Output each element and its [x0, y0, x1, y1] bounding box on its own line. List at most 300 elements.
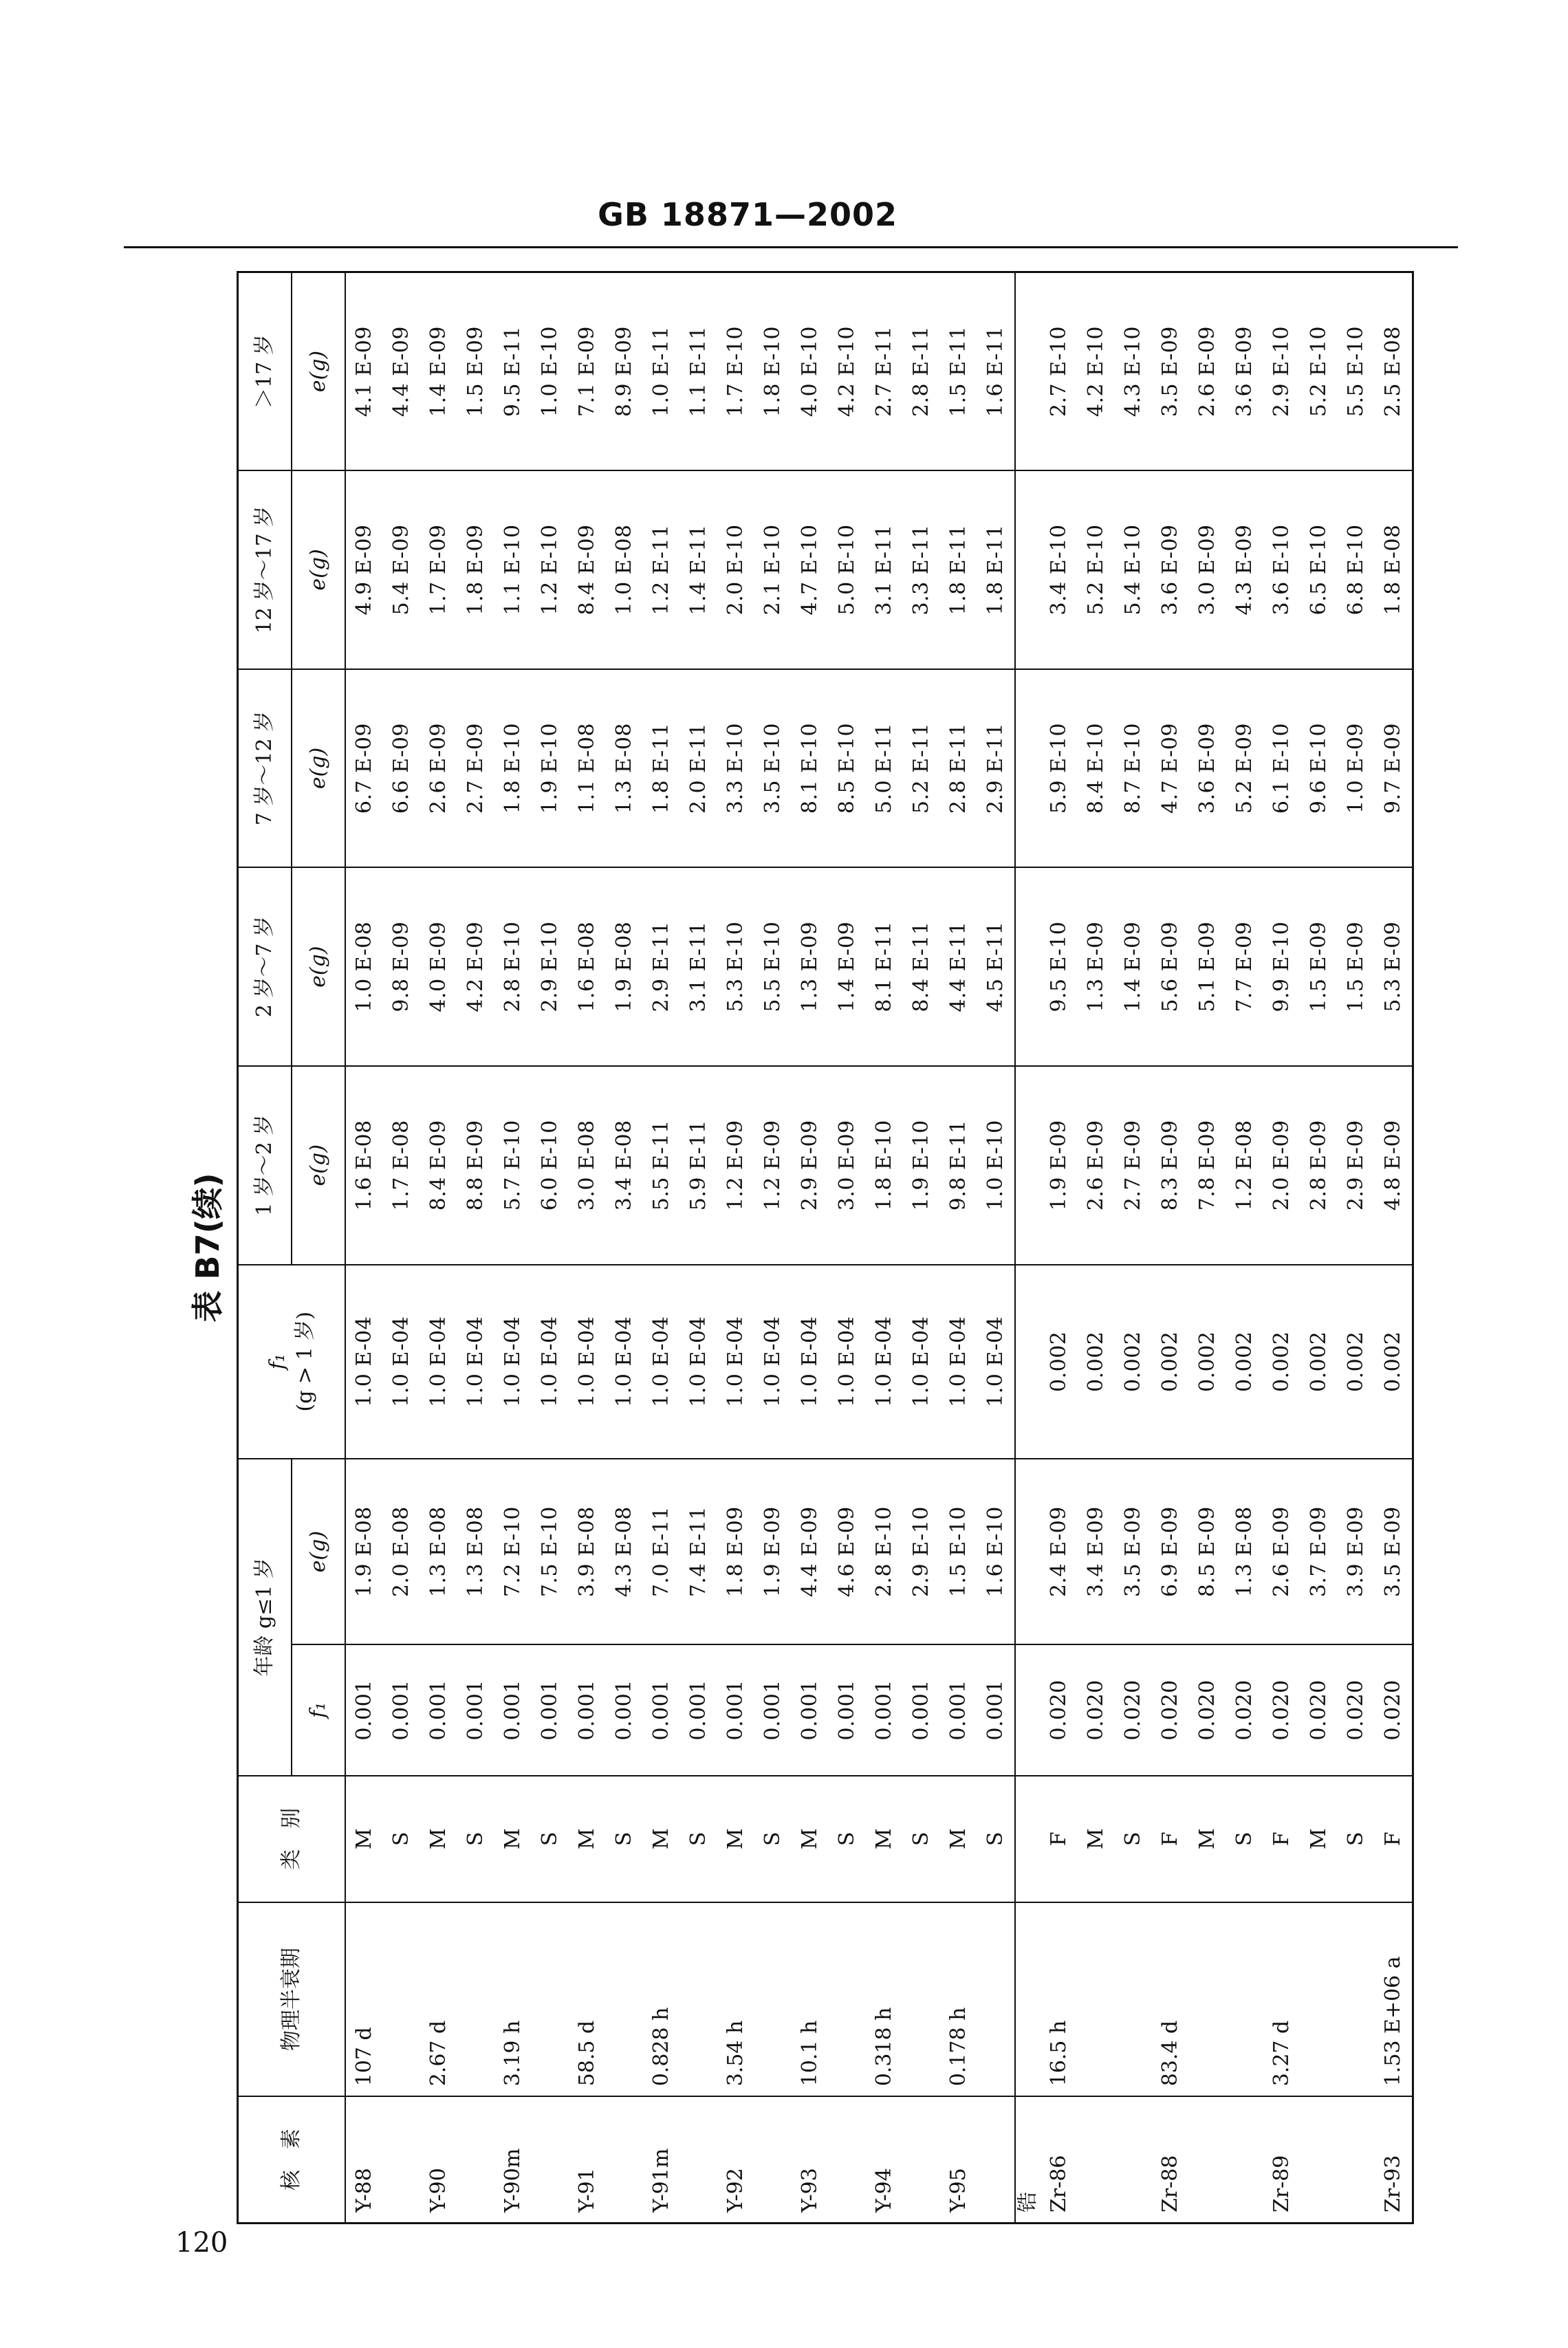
f1-le1-cell: 0.001 [866, 1644, 903, 1775]
header-half-life: 物理半衰期 [238, 1902, 346, 2096]
e-gt17-cell: 4.0 E-10 [792, 272, 829, 471]
e-gt17-cell: 7.1 E-09 [569, 272, 606, 471]
class-cell: F [1263, 1776, 1300, 1902]
class-cell: S [829, 1776, 866, 1902]
table-row [866, 272, 903, 2224]
f1-le1-cell: 0.020 [1189, 1644, 1226, 1775]
class-cell: S [606, 1776, 643, 1902]
f1-le1-cell: 0.001 [792, 1644, 829, 1775]
class-cell: S [903, 1776, 940, 1902]
f1-gt1-cell: 1.0 E-04 [494, 1265, 532, 1459]
table-row [717, 272, 754, 2224]
e-1-2-cell: 5.9 E-11 [680, 1066, 717, 1265]
e-12-17-cell: 5.0 E-10 [829, 470, 866, 669]
e-2-7-cell: 4.0 E-09 [420, 867, 457, 1066]
class-cell: M [569, 1776, 606, 1902]
nuclide-cell: Y-92 [717, 2096, 754, 2223]
e-2-7-cell: 8.1 E-11 [866, 867, 903, 1066]
e-7-12-cell: 1.1 E-08 [569, 669, 606, 868]
class-cell: M [345, 1776, 383, 1902]
nuclide-cell [532, 2096, 569, 2223]
f1-gt1-cell: 0.002 [1115, 1265, 1152, 1459]
e-12-17-cell: 1.4 E-11 [680, 470, 717, 669]
e-1-2-cell: 1.2 E-09 [717, 1066, 754, 1265]
table-row [903, 272, 940, 2224]
half-life-cell [1338, 1902, 1375, 2096]
half-life-cell [606, 1902, 643, 2096]
empty-cell [1015, 1902, 1041, 2096]
f1-le1-cell: 0.020 [1338, 1644, 1375, 1775]
half-life-cell: 16.5 h [1041, 1902, 1078, 2096]
nuclide-cell: Y-90m [494, 2096, 532, 2223]
nuclide-cell [1115, 2096, 1152, 2223]
table-row [532, 272, 569, 2224]
half-life-cell [1226, 1902, 1263, 2096]
e-gt17-cell: 1.7 E-10 [717, 272, 754, 471]
table-row [1263, 272, 1300, 2224]
e-2-7-cell: 5.1 E-09 [1189, 867, 1226, 1066]
f1-gt1-cell: 1.0 E-04 [606, 1265, 643, 1459]
e-7-12-cell: 5.2 E-09 [1226, 669, 1263, 868]
half-life-cell [1189, 1902, 1226, 2096]
class-cell: M [420, 1776, 457, 1902]
e-2-7-cell: 4.2 E-09 [457, 867, 494, 1066]
f1-gt1-cell: 1.0 E-04 [532, 1265, 569, 1459]
e-le1-cell: 1.6 E-10 [977, 1459, 1015, 1644]
half-life-cell: 3.19 h [494, 1902, 532, 2096]
e-gt17-cell: 1.4 E-09 [420, 272, 457, 471]
e-12-17-cell: 1.8 E-11 [940, 470, 977, 669]
e-7-12-cell: 8.1 E-10 [792, 669, 829, 868]
class-cell: M [1300, 1776, 1338, 1902]
class-cell: F [1152, 1776, 1189, 1902]
table-row [643, 272, 680, 2224]
header-age-1-2: 1 岁～2 岁 [238, 1066, 292, 1265]
half-life-cell [829, 1902, 866, 2096]
nuclide-cell: Zr-93 [1375, 2096, 1413, 2223]
e-12-17-cell: 3.4 E-10 [1041, 470, 1078, 669]
half-life-cell: 3.27 d [1263, 1902, 1300, 2096]
e-1-2-cell: 1.2 E-09 [754, 1066, 792, 1265]
f1-le1-cell: 0.001 [457, 1644, 494, 1775]
f1-gt1-cell: 1.0 E-04 [903, 1265, 940, 1459]
empty-cell [1015, 1265, 1041, 1459]
table-row [457, 272, 494, 2224]
e-gt17-cell: 1.5 E-11 [940, 272, 977, 471]
e-gt17-cell: 2.8 E-11 [903, 272, 940, 471]
e-7-12-cell: 6.1 E-10 [1263, 669, 1300, 868]
half-life-cell [754, 1902, 792, 2096]
nuclide-cell [829, 2096, 866, 2223]
e-gt17-cell: 2.7 E-11 [866, 272, 903, 471]
header-class: 类 别 [238, 1776, 346, 1902]
f1-le1-cell: 0.001 [383, 1644, 420, 1775]
header-f1-gt1-symbol: f₁ [265, 1354, 290, 1370]
e-12-17-cell: 1.8 E-08 [1375, 470, 1413, 669]
header-age-12-17: 12 岁～17 岁 [238, 470, 292, 669]
e-7-12-cell: 1.0 E-09 [1338, 669, 1375, 868]
e-le1-cell: 2.8 E-10 [866, 1459, 903, 1644]
e-1-2-cell: 5.5 E-11 [643, 1066, 680, 1265]
e-2-7-cell: 5.6 E-09 [1152, 867, 1189, 1066]
class-cell: S [680, 1776, 717, 1902]
e-2-7-cell: 3.1 E-11 [680, 867, 717, 1066]
table-row [1152, 272, 1189, 2224]
e-7-12-cell: 8.4 E-10 [1078, 669, 1115, 868]
nuclide-cell: Zr-88 [1152, 2096, 1189, 2223]
f1-le1-cell: 0.020 [1300, 1644, 1338, 1775]
class-cell: M [866, 1776, 903, 1902]
element-label: 锆 [1015, 2096, 1041, 2223]
nuclide-cell: Zr-89 [1263, 2096, 1300, 2223]
e-2-7-cell: 1.3 E-09 [792, 867, 829, 1066]
e-gt17-cell: 3.6 E-09 [1226, 272, 1263, 471]
nuclide-cell: Y-93 [792, 2096, 829, 2223]
header-rule [124, 246, 1458, 248]
e-le1-cell: 8.5 E-09 [1189, 1459, 1226, 1644]
class-cell: F [1375, 1776, 1413, 1902]
header-e-1-2: e(g) [292, 1066, 345, 1265]
class-cell: M [1189, 1776, 1226, 1902]
table-row [420, 272, 457, 2224]
class-cell: F [1041, 1776, 1078, 1902]
class-cell: M [1078, 1776, 1115, 1902]
e-2-7-cell: 9.8 E-09 [383, 867, 420, 1066]
class-cell: S [1226, 1776, 1263, 1902]
e-7-12-cell: 6.6 E-09 [383, 669, 420, 868]
nuclide-cell: Y-90 [420, 2096, 457, 2223]
e-2-7-cell: 2.9 E-11 [643, 867, 680, 1066]
f1-gt1-cell: 1.0 E-04 [383, 1265, 420, 1459]
nuclide-cell: Y-95 [940, 2096, 977, 2223]
empty-cell [1015, 1459, 1041, 1644]
nuclide-cell [1226, 2096, 1263, 2223]
e-le1-cell: 3.5 E-09 [1375, 1459, 1413, 1644]
e-12-17-cell: 1.7 E-09 [420, 470, 457, 669]
nuclide-cell [383, 2096, 420, 2223]
f1-gt1-cell: 1.0 E-04 [829, 1265, 866, 1459]
e-le1-cell: 7.0 E-11 [643, 1459, 680, 1644]
e-12-17-cell: 5.4 E-10 [1115, 470, 1152, 669]
e-le1-cell: 3.9 E-08 [569, 1459, 606, 1644]
e-7-12-cell: 3.6 E-09 [1189, 669, 1226, 868]
e-1-2-cell: 6.0 E-10 [532, 1066, 569, 1265]
e-12-17-cell: 3.3 E-11 [903, 470, 940, 669]
e-2-7-cell: 5.3 E-09 [1375, 867, 1413, 1066]
e-1-2-cell: 9.8 E-11 [940, 1066, 977, 1265]
f1-gt1-cell: 0.002 [1375, 1265, 1413, 1459]
f1-gt1-cell: 0.002 [1226, 1265, 1263, 1459]
e-1-2-cell: 1.2 E-08 [1226, 1066, 1263, 1265]
e-le1-cell: 1.3 E-08 [457, 1459, 494, 1644]
f1-le1-cell: 0.001 [494, 1644, 532, 1775]
table-row [754, 272, 792, 2224]
empty-cell [1015, 1776, 1041, 1902]
e-gt17-cell: 1.5 E-09 [457, 272, 494, 471]
table-row [1338, 272, 1375, 2224]
table-row [1226, 272, 1263, 2224]
e-12-17-cell: 3.1 E-11 [866, 470, 903, 669]
f1-le1-cell: 0.020 [1375, 1644, 1413, 1775]
e-2-7-cell: 4.4 E-11 [940, 867, 977, 1066]
standard-code-header: GB 18871—2002 [598, 196, 897, 233]
e-1-2-cell: 1.9 E-10 [903, 1066, 940, 1265]
e-2-7-cell: 8.4 E-11 [903, 867, 940, 1066]
nuclide-cell [457, 2096, 494, 2223]
e-12-17-cell: 5.2 E-10 [1078, 470, 1115, 669]
e-1-2-cell: 1.6 E-08 [345, 1066, 383, 1265]
f1-gt1-cell: 1.0 E-04 [345, 1265, 383, 1459]
e-12-17-cell: 1.2 E-11 [643, 470, 680, 669]
e-1-2-cell: 2.7 E-09 [1115, 1066, 1152, 1265]
header-age-gt17: ＞17 岁 [238, 272, 292, 471]
header-e-gt17: e(g) [292, 272, 345, 471]
f1-le1-cell: 0.001 [829, 1644, 866, 1775]
header-age-le1: 年龄 g≤1 岁 [238, 1459, 292, 1776]
e-gt17-cell: 2.7 E-10 [1041, 272, 1078, 471]
f1-gt1-cell: 1.0 E-04 [866, 1265, 903, 1459]
e-12-17-cell: 1.2 E-10 [532, 470, 569, 669]
e-2-7-cell: 1.0 E-08 [345, 867, 383, 1066]
e-gt17-cell: 4.2 E-10 [829, 272, 866, 471]
e-1-2-cell: 2.9 E-09 [792, 1066, 829, 1265]
e-le1-cell: 7.4 E-11 [680, 1459, 717, 1644]
half-life-cell: 83.4 d [1152, 1902, 1189, 2096]
e-1-2-cell: 8.8 E-09 [457, 1066, 494, 1265]
e-2-7-cell: 5.5 E-10 [754, 867, 792, 1066]
e-12-17-cell: 4.3 E-09 [1226, 470, 1263, 669]
half-life-cell [977, 1902, 1015, 2096]
class-cell: M [643, 1776, 680, 1902]
e-gt17-cell: 1.6 E-11 [977, 272, 1015, 471]
e-1-2-cell: 1.7 E-08 [383, 1066, 420, 1265]
e-gt17-cell: 1.0 E-11 [643, 272, 680, 471]
f1-le1-cell: 0.001 [977, 1644, 1015, 1775]
class-cell: S [1115, 1776, 1152, 1902]
f1-le1-cell: 0.020 [1263, 1644, 1300, 1775]
f1-le1-cell: 0.020 [1041, 1644, 1078, 1775]
e-1-2-cell: 8.3 E-09 [1152, 1066, 1189, 1265]
e-le1-cell: 2.4 E-09 [1041, 1459, 1078, 1644]
e-le1-cell: 1.9 E-09 [754, 1459, 792, 1644]
e-1-2-cell: 2.9 E-09 [1338, 1066, 1375, 1265]
f1-le1-cell: 0.001 [680, 1644, 717, 1775]
e-1-2-cell: 5.7 E-10 [494, 1066, 532, 1265]
e-7-12-cell: 8.5 E-10 [829, 669, 866, 868]
e-7-12-cell: 2.6 E-09 [420, 669, 457, 868]
f1-gt1-cell: 1.0 E-04 [680, 1265, 717, 1459]
e-le1-cell: 2.0 E-08 [383, 1459, 420, 1644]
f1-le1-cell: 0.020 [1226, 1644, 1263, 1775]
rotated-table-region [186, 271, 1424, 2224]
e-2-7-cell: 2.8 E-10 [494, 867, 532, 1066]
header-e-7-12: e(g) [292, 669, 345, 868]
f1-le1-cell: 0.020 [1078, 1644, 1115, 1775]
table-row [569, 272, 606, 2224]
class-cell: M [940, 1776, 977, 1902]
e-1-2-cell: 3.4 E-08 [606, 1066, 643, 1265]
f1-gt1-cell: 1.0 E-04 [754, 1265, 792, 1459]
e-2-7-cell: 1.5 E-09 [1338, 867, 1375, 1066]
nuclide-cell [1300, 2096, 1338, 2223]
empty-cell [1015, 470, 1041, 669]
header-age-7-12: 7 岁～12 岁 [238, 669, 292, 868]
half-life-cell [1300, 1902, 1338, 2096]
e-7-12-cell: 1.9 E-10 [532, 669, 569, 868]
e-1-2-cell: 3.0 E-09 [829, 1066, 866, 1265]
e-12-17-cell: 8.4 E-09 [569, 470, 606, 669]
header-e-2-7: e(g) [292, 867, 345, 1066]
e-12-17-cell: 1.0 E-08 [606, 470, 643, 669]
nuclide-cell [1078, 2096, 1115, 2223]
header-f1-gt1-note: (g > 1 岁) [293, 1312, 317, 1412]
e-7-12-cell: 1.8 E-10 [494, 669, 532, 868]
e-7-12-cell: 9.7 E-09 [1375, 669, 1413, 868]
table-row [383, 272, 420, 2224]
e-gt17-cell: 4.4 E-09 [383, 272, 420, 471]
half-life-cell [1115, 1902, 1152, 2096]
e-gt17-cell: 4.3 E-10 [1115, 272, 1152, 471]
f1-le1-cell: 0.001 [754, 1644, 792, 1775]
e-1-2-cell: 1.0 E-10 [977, 1066, 1015, 1265]
nuclide-cell [977, 2096, 1015, 2223]
half-life-cell [1078, 1902, 1115, 2096]
e-12-17-cell: 3.6 E-10 [1263, 470, 1300, 669]
e-2-7-cell: 4.5 E-11 [977, 867, 1015, 1066]
e-gt17-cell: 1.0 E-10 [532, 272, 569, 471]
nuclide-cell [754, 2096, 792, 2223]
e-2-7-cell: 1.9 E-08 [606, 867, 643, 1066]
f1-gt1-cell: 1.0 E-04 [457, 1265, 494, 1459]
e-1-2-cell: 2.8 E-09 [1300, 1066, 1338, 1265]
half-life-cell [383, 1902, 420, 2096]
f1-gt1-cell: 0.002 [1152, 1265, 1189, 1459]
header-e-le1: e(g) [292, 1459, 345, 1644]
e-le1-cell: 3.9 E-09 [1338, 1459, 1375, 1644]
e-1-2-cell: 1.8 E-10 [866, 1066, 903, 1265]
header-f1-le1: f₁ [292, 1644, 345, 1775]
half-life-cell [680, 1902, 717, 2096]
class-cell: M [494, 1776, 532, 1902]
class-cell: S [1338, 1776, 1375, 1902]
f1-le1-cell: 0.001 [643, 1644, 680, 1775]
f1-le1-cell: 0.020 [1115, 1644, 1152, 1775]
empty-cell [1015, 1644, 1041, 1775]
e-7-12-cell: 3.5 E-10 [754, 669, 792, 868]
header-age-2-7: 2 岁～7 岁 [238, 867, 292, 1066]
e-7-12-cell: 8.7 E-10 [1115, 669, 1152, 868]
e-7-12-cell: 5.2 E-11 [903, 669, 940, 868]
class-cell: M [792, 1776, 829, 1902]
f1-gt1-cell: 1.0 E-04 [420, 1265, 457, 1459]
e-gt17-cell: 2.5 E-08 [1375, 272, 1413, 471]
f1-gt1-cell: 1.0 E-04 [569, 1265, 606, 1459]
e-gt17-cell: 5.5 E-10 [1338, 272, 1375, 471]
e-2-7-cell: 2.9 E-10 [532, 867, 569, 1066]
e-2-7-cell: 9.5 E-10 [1041, 867, 1078, 1066]
nuclide-cell: Zr-86 [1041, 2096, 1078, 2223]
e-12-17-cell: 4.7 E-10 [792, 470, 829, 669]
e-le1-cell: 2.6 E-09 [1263, 1459, 1300, 1644]
e-12-17-cell: 3.6 E-09 [1152, 470, 1189, 669]
e-le1-cell: 4.6 E-09 [829, 1459, 866, 1644]
e-7-12-cell: 5.9 E-10 [1041, 669, 1078, 868]
e-1-2-cell: 4.8 E-09 [1375, 1066, 1413, 1265]
f1-gt1-cell: 1.0 E-04 [717, 1265, 754, 1459]
empty-cell [1015, 272, 1041, 471]
class-cell: S [532, 1776, 569, 1902]
f1-gt1-cell: 0.002 [1338, 1265, 1375, 1459]
table-row [345, 272, 383, 2224]
dose-coefficient-table [237, 271, 1414, 2224]
e-12-17-cell: 2.1 E-10 [754, 470, 792, 669]
table-row [680, 272, 717, 2224]
half-life-cell: 10.1 h [792, 1902, 829, 2096]
e-7-12-cell: 4.7 E-09 [1152, 669, 1189, 868]
e-gt17-cell: 8.9 E-09 [606, 272, 643, 471]
table-row [940, 272, 977, 2224]
e-1-2-cell: 2.0 E-09 [1263, 1066, 1300, 1265]
e-7-12-cell: 2.0 E-11 [680, 669, 717, 868]
half-life-cell: 0.318 h [866, 1902, 903, 2096]
e-le1-cell: 3.7 E-09 [1300, 1459, 1338, 1644]
table-title: 表 B7(续) [189, 1173, 226, 1323]
f1-gt1-cell: 1.0 E-04 [940, 1265, 977, 1459]
table-body [345, 272, 1413, 2224]
f1-gt1-cell: 1.0 E-04 [977, 1265, 1015, 1459]
f1-gt1-cell: 1.0 E-04 [643, 1265, 680, 1459]
f1-le1-cell: 0.001 [420, 1644, 457, 1775]
e-gt17-cell: 9.5 E-11 [494, 272, 532, 471]
e-7-12-cell: 6.7 E-09 [345, 669, 383, 868]
header-f1-gt1 [238, 1265, 346, 1459]
e-12-17-cell: 2.0 E-10 [717, 470, 754, 669]
half-life-cell: 1.53 E+06 a [1375, 1902, 1413, 2096]
table-row [977, 272, 1015, 2224]
e-12-17-cell: 6.8 E-10 [1338, 470, 1375, 669]
half-life-cell [457, 1902, 494, 2096]
e-le1-cell: 7.2 E-10 [494, 1459, 532, 1644]
f1-le1-cell: 0.020 [1152, 1644, 1189, 1775]
e-gt17-cell: 5.2 E-10 [1300, 272, 1338, 471]
half-life-cell: 58.5 d [569, 1902, 606, 2096]
class-cell: S [457, 1776, 494, 1902]
e-2-7-cell: 1.4 E-09 [1115, 867, 1152, 1066]
f1-gt1-cell: 0.002 [1189, 1265, 1226, 1459]
e-le1-cell: 3.4 E-09 [1078, 1459, 1115, 1644]
e-12-17-cell: 1.8 E-11 [977, 470, 1015, 669]
e-12-17-cell: 1.1 E-10 [494, 470, 532, 669]
table-row [494, 272, 532, 2224]
e-7-12-cell: 2.8 E-11 [940, 669, 977, 868]
f1-le1-cell: 0.001 [903, 1644, 940, 1775]
f1-le1-cell: 0.001 [569, 1644, 606, 1775]
e-gt17-cell: 4.2 E-10 [1078, 272, 1115, 471]
f1-le1-cell: 0.001 [532, 1644, 569, 1775]
table-row [1078, 272, 1115, 2224]
half-life-cell [532, 1902, 569, 2096]
e-le1-cell: 1.3 E-08 [420, 1459, 457, 1644]
nuclide-cell [680, 2096, 717, 2223]
half-life-cell [903, 1902, 940, 2096]
class-cell: S [383, 1776, 420, 1902]
e-le1-cell: 6.9 E-09 [1152, 1459, 1189, 1644]
table-row [1375, 272, 1413, 2224]
empty-cell [1015, 669, 1041, 868]
e-2-7-cell: 1.3 E-09 [1078, 867, 1115, 1066]
half-life-cell: 0.178 h [940, 1902, 977, 2096]
e-7-12-cell: 5.0 E-11 [866, 669, 903, 868]
